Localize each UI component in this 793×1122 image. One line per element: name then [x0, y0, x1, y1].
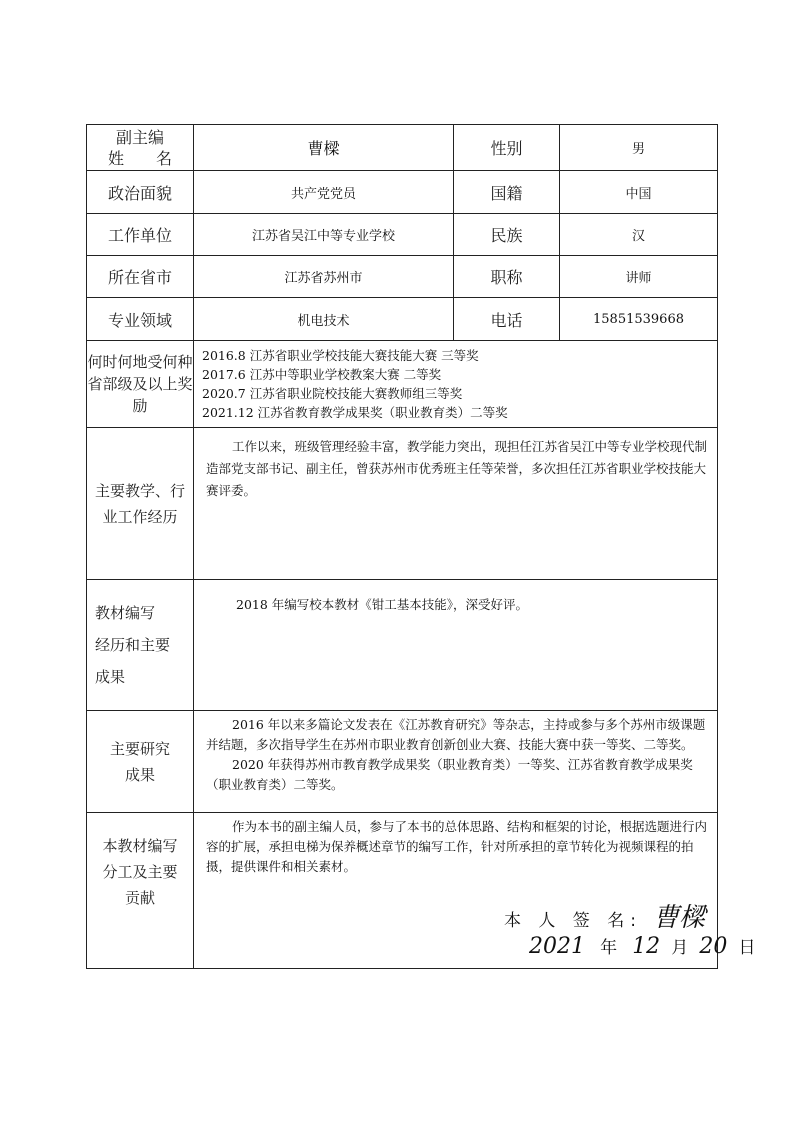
handwritten-signature: 曹樑	[653, 903, 706, 933]
signature-label: 本 人 签 名:	[504, 911, 642, 931]
award-item: 2017.6 江苏中等职业学校教案大赛 二等奖	[202, 367, 442, 382]
award-item: 2021.12 江苏省教育教学成果奖（职业教育类）二等奖	[202, 405, 508, 420]
research-cell	[194, 711, 718, 813]
date-year-char: 年	[600, 938, 618, 958]
date-month: 12	[632, 934, 661, 959]
awards-label-line1: 何时何地受何种	[87, 353, 193, 371]
date-day: 20	[699, 934, 728, 959]
research-label-line1: 主要研究	[109, 739, 170, 758]
experience-label-line2: 业工作经历	[102, 507, 178, 526]
row-name	[87, 125, 718, 171]
row-research	[87, 711, 718, 813]
awards-label-cell	[87, 341, 194, 428]
phone-label: 电话	[454, 298, 560, 341]
name-label-line1: 副主编	[115, 127, 164, 147]
textbook-label-cell	[87, 580, 194, 711]
gender-label: 性别	[454, 125, 560, 171]
signature-date	[529, 933, 755, 959]
row-contribution	[87, 813, 718, 969]
awards-label-line2: 省部级及以上奖励	[87, 375, 193, 415]
experience-label-cell	[87, 428, 194, 580]
title-value: 讲师	[560, 256, 718, 298]
nationality-label: 国籍	[454, 171, 560, 214]
field-label: 专业领域	[87, 298, 194, 341]
contribution-cell	[194, 813, 756, 969]
nationality-value: 中国	[560, 171, 718, 214]
info-form-table	[86, 124, 756, 969]
city-value: 江苏省苏州市	[194, 256, 454, 298]
date-year: 2021	[529, 934, 585, 959]
workplace-value: 江苏省吴江中等专业学校	[194, 214, 454, 256]
workplace-label: 工作单位	[87, 214, 194, 256]
party-value: 共产党党员	[194, 171, 454, 214]
contribution-label-line2: 分工及主要	[102, 863, 178, 881]
row-party	[87, 171, 718, 214]
party-label: 政治面貌	[87, 171, 194, 214]
field-value: 机电技术	[194, 298, 454, 341]
phone-value: 15851539668	[560, 298, 718, 341]
contribution-label-line1: 本教材编写	[102, 837, 178, 855]
award-item: 2020.7 江苏省职业院校技能大赛教师组三等奖	[202, 386, 463, 401]
contribution-label-cell	[87, 813, 194, 969]
contribution-text: 作为本书的副主编人员，参与了本书的总体思路、结构和框架的讨论，根据选题进行内容的扩展，承担电梯为保养概述章节的编写工作，针对所承担的章节转化为视频课程的拍摄，提供课件和相关素材。	[206, 819, 708, 874]
ethnicity-value: 汉	[560, 214, 718, 256]
date-day-char: 日	[738, 938, 756, 958]
contribution-label-line3: 贡献	[124, 889, 155, 907]
signature-line	[504, 897, 705, 934]
row-experience	[87, 428, 718, 580]
ethnicity-label: 民族	[454, 214, 560, 256]
row-field	[87, 298, 718, 341]
row-awards	[87, 341, 718, 428]
title-label: 职称	[454, 256, 560, 298]
name-label-cell	[87, 125, 194, 171]
textbook-label-line1: 教材编写	[95, 604, 156, 622]
name-value: 曹樑	[194, 125, 454, 171]
city-label: 所在省市	[87, 256, 194, 298]
row-workplace	[87, 214, 718, 256]
experience-cell	[194, 428, 718, 580]
textbook-label-line3: 成果	[95, 668, 126, 686]
research-para-1: 2016 年以来多篇论文发表在《江苏教育研究》等杂志，主持或参与多个苏州市级课题并结题，多次指导学生在苏州市职业教育创新创业大赛、技能大赛中获一等奖、二等奖。	[206, 717, 706, 752]
name-label-line2: 姓 名	[107, 148, 172, 168]
textbook-cell	[194, 580, 718, 711]
gender-value: 男	[560, 125, 718, 171]
experience-label-line1: 主要教学、行	[94, 481, 185, 500]
textbook-text: 2018 年编写校本教材《钳工基本技能》，深受好评。	[236, 597, 529, 612]
row-textbook	[87, 580, 718, 711]
experience-text: 工作以来，班级管理经验丰富，教学能力突出，现担任江苏省吴江中等专业学校现代制造部党支部书记、副主任，曾获苏州市优秀班主任等荣誉，多次担任江苏省职业学校技能大赛评委。	[206, 439, 708, 498]
row-city	[87, 256, 718, 298]
textbook-label-line2: 经历和主要	[95, 636, 171, 654]
award-item: 2016.8 江苏省职业学校技能大赛技能大赛 三等奖	[202, 348, 479, 363]
awards-list	[194, 341, 718, 428]
research-para-2: 2020 年获得苏州市教育教学成果奖（职业教育类）一等奖、江苏省教育教学成果奖（职业教育类）二等奖。	[206, 757, 693, 792]
research-label-line2: 成果	[124, 765, 155, 784]
date-month-char: 月	[671, 938, 689, 958]
research-label-cell	[87, 711, 194, 813]
